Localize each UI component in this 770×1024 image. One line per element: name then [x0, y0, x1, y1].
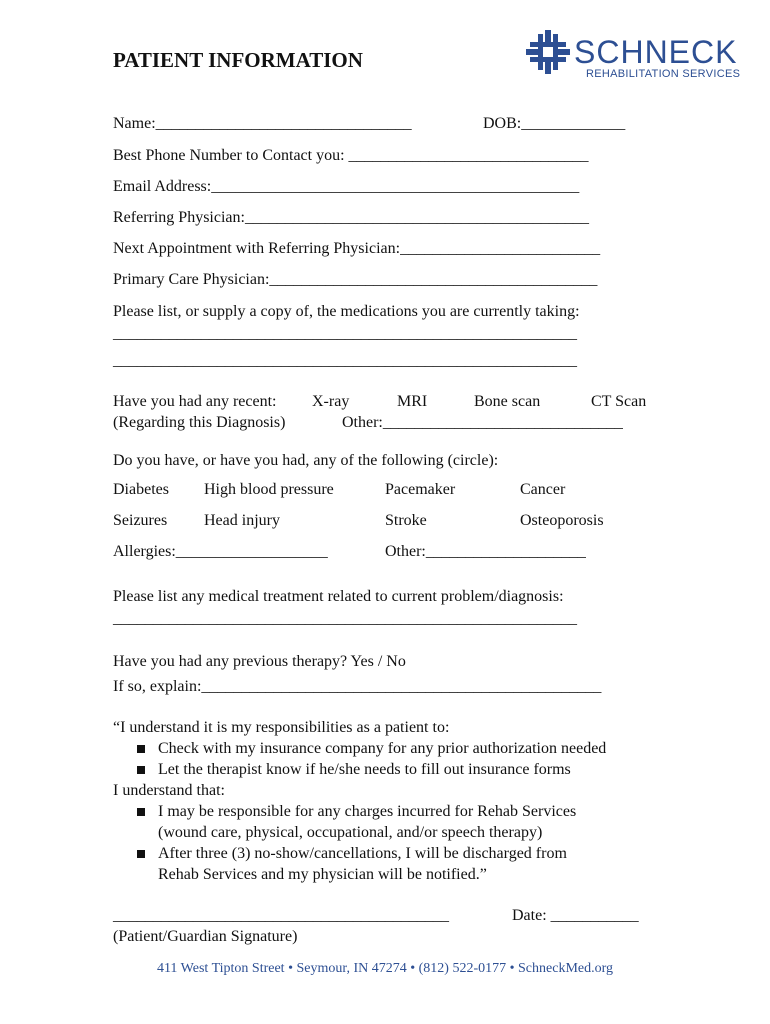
bullet-icon	[137, 850, 145, 858]
treatment-line[interactable]: __________________________________________________________	[113, 610, 577, 627]
conditions-question: Do you have, or have you had, any of the following (circle):	[113, 452, 499, 469]
signature-line[interactable]: __________________________________________	[113, 907, 449, 924]
imaging-question: Have you had any recent:	[113, 393, 277, 410]
condition-seizures[interactable]: Seizures	[113, 512, 168, 529]
option-ct-scan[interactable]: CT Scan	[591, 393, 647, 410]
medications-label: Please list, or supply a copy of, the medications you are currently taking:	[113, 303, 580, 320]
therapy-question: Have you had any previous therapy? Yes / No	[113, 653, 406, 670]
condition-head-injury[interactable]: Head injury	[204, 512, 280, 529]
schneck-logo-icon	[526, 30, 570, 74]
email-field[interactable]: Email Address:______________________________________________	[113, 178, 580, 195]
bullet-icon	[137, 745, 145, 753]
option-bone-scan[interactable]: Bone scan	[474, 393, 541, 410]
statement-item-3-line-1: I may be responsible for any charges incurred for Rehab Services	[158, 803, 577, 820]
referring-physician-field[interactable]: Referring Physician:___________________________________________	[113, 209, 589, 226]
phone-field[interactable]: Best Phone Number to Contact you: ______________________________	[113, 147, 589, 164]
date-field[interactable]: Date: ___________	[512, 907, 639, 924]
statement-item-4-line-2: Rehab Services and my physician will be notified.”	[158, 866, 487, 883]
therapy-explain-field[interactable]: If so, explain:__________________________________________________	[113, 678, 602, 695]
medications-line-2[interactable]: __________________________________________________________	[113, 352, 577, 369]
statement-item-4-line-1: After three (3) no-show/cancellations, I will be discharged from	[158, 845, 567, 862]
bullet-icon	[137, 766, 145, 774]
option-xray[interactable]: X-ray	[312, 393, 350, 410]
condition-diabetes[interactable]: Diabetes	[113, 481, 169, 498]
footer-contact: 411 West Tipton Street • Seymour, IN 47274 • (812) 522-0177 • SchneckMed.org	[156, 961, 614, 976]
logo-subtitle: REHABILITATION SERVICES	[586, 68, 741, 80]
signature-label: (Patient/Guardian Signature)	[113, 928, 298, 945]
name-field[interactable]: Name:________________________________	[113, 115, 412, 132]
allergies-field[interactable]: Allergies:___________________	[113, 543, 328, 560]
statement-item-1: Check with my insurance company for any prior authorization needed	[158, 740, 607, 757]
primary-care-field[interactable]: Primary Care Physician:_________________________________________	[113, 271, 598, 288]
imaging-qualifier: (Regarding this Diagnosis)	[113, 414, 286, 431]
conditions-other-field[interactable]: Other:____________________	[385, 543, 586, 560]
statement-item-2: Let the therapist know if he/she needs to fill out insurance forms	[158, 761, 571, 778]
medications-line-1[interactable]: __________________________________________________________	[113, 325, 577, 342]
statement-understand: I understand that:	[113, 782, 225, 799]
bullet-icon	[137, 808, 145, 816]
treatment-question: Please list any medical treatment related to current problem/diagnosis:	[113, 588, 564, 605]
condition-high-blood-pressure[interactable]: High blood pressure	[204, 481, 334, 498]
option-mri[interactable]: MRI	[397, 393, 428, 410]
condition-cancer[interactable]: Cancer	[520, 481, 566, 498]
condition-pacemaker[interactable]: Pacemaker	[385, 481, 456, 498]
imaging-other-field[interactable]: Other:______________________________	[342, 414, 623, 431]
logo-name: SCHNECK	[574, 34, 738, 70]
condition-stroke[interactable]: Stroke	[385, 512, 427, 529]
condition-osteoporosis[interactable]: Osteoporosis	[520, 512, 604, 529]
dob-field[interactable]: DOB:_____________	[483, 115, 626, 132]
statement-intro: “I understand it is my responsibilities as a patient to:	[113, 719, 450, 736]
next-appointment-field[interactable]: Next Appointment with Referring Physician:_________________________	[113, 240, 601, 257]
statement-item-3-line-2: (wound care, physical, occupational, and/or speech therapy)	[158, 824, 543, 841]
page-title: PATIENT INFORMATION	[113, 48, 363, 72]
